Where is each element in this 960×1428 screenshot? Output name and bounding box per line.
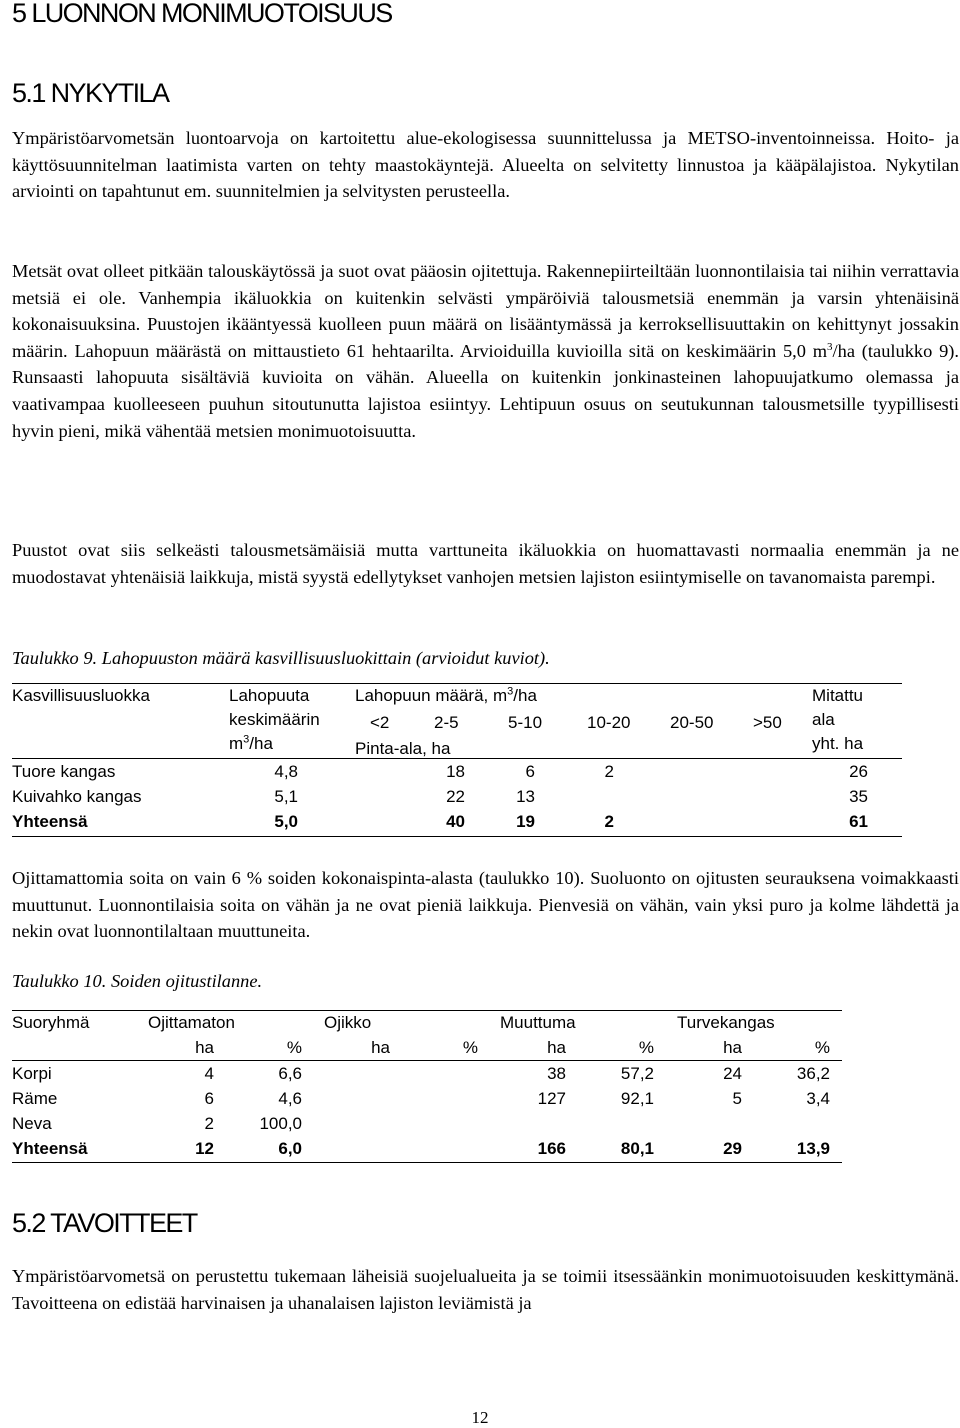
- paragraph-stands: Puustot ovat siis selkeästi talousmetsämäisiä mutta varttuneita ikäluokkia on huomattavasti normaalia enemmän ja ne muodostavat yhtenäisiä laikkuja, mistä syystä edellytykset vanhojen metsien lajiston esiintymiselle on tavanomaista parempi.: [12, 540, 959, 587]
- table10-unit-3: ha: [371, 1038, 390, 1057]
- table10-unit-6: %: [638, 1038, 654, 1057]
- table9-row1-total: 26: [849, 762, 868, 781]
- table9-header-class: Kasvillisuusluokka: [12, 686, 150, 705]
- table9-row3-total: 61: [849, 812, 868, 831]
- table9-header-measured-line2: ala: [812, 710, 835, 729]
- table10-header-ditch: Ojikko: [324, 1013, 372, 1032]
- table9-row2-avg: 5,1: [274, 787, 298, 806]
- table9-header-rule: [12, 758, 902, 759]
- table10-row1-c1: 4: [204, 1064, 214, 1083]
- table10-unit-5: ha: [547, 1038, 566, 1057]
- paragraph-goals: Ympäristöarvometsä on perustettu tukemaan läheisiä suojelualueita ja se toimii itsessäänkin monimuotoisuuden keskittymänä. Tavoitteena on edistää harvinaisen ja uhanalaisen lajiston leviämistä ja: [12, 1266, 959, 1313]
- table9-header-amount: Lahopuun määrä, $m^3/ha$: [355, 685, 537, 705]
- table10-row1-c2: 6,6: [278, 1064, 302, 1083]
- table9-bottom-rule: [12, 836, 902, 837]
- table9-header-measured-line3: yht. ha: [812, 734, 864, 753]
- table9-row1-bin3: 6: [525, 762, 535, 781]
- table10-header-changed: Muuttuma: [500, 1013, 576, 1032]
- table9-row3-name: Yhteensä: [12, 812, 88, 831]
- table9-header-measured-line1: Mitattu: [812, 686, 864, 705]
- table9-header-bin-3: 5-10: [508, 713, 543, 732]
- page-number: 12: [471, 1408, 489, 1427]
- paragraph-mires: Ojittamattomia soita on vain 6 % soiden kokonaispinta-alasta (taulukko 10). Suoluonto on ojitusten seurauksena voimakkaasti muuttunut. Luonnontilaisia soita on vähän ja ne ovat pieniä laikkuja. Pienvesiä on vähän, vain yksi puro ja kolme lähdettä ja nekin ovat luonnontilaltaan muuttuneita.: [12, 868, 959, 942]
- chapter-heading: 5 LUONNON MONIMUOTOISUUS: [12, 0, 392, 28]
- table9-header-avg-line1: Lahopuuta: [229, 686, 310, 705]
- table10-unit-7: ha: [723, 1038, 742, 1057]
- table10-unit-4: %: [462, 1038, 478, 1057]
- table10-top-rule: [12, 1010, 842, 1011]
- table10-row4-c7: 29: [723, 1139, 742, 1158]
- table9-row3-bin3: 19: [516, 812, 535, 831]
- table10-row2-c5: 127: [537, 1089, 566, 1108]
- table10-row2-c8: 3,4: [806, 1089, 830, 1108]
- table10-row2-c7: 5: [732, 1089, 742, 1108]
- table10-unit-1: ha: [195, 1038, 214, 1057]
- table9-row1-name: Tuore kangas: [12, 762, 116, 781]
- table9-row2-total: 35: [849, 787, 868, 806]
- table10-row3-c1: 2: [204, 1114, 214, 1133]
- table10-row4-c8: 13,9: [796, 1139, 830, 1158]
- table10-row2-c6: 92,1: [620, 1089, 654, 1108]
- table9-row1-avg: 4,8: [274, 762, 298, 781]
- table10-header-peatland: Turvekangas: [677, 1013, 775, 1032]
- table10-caption: Taulukko 10. Soiden ojitustilanne.: [12, 971, 263, 991]
- table10-row3-name: Neva: [12, 1114, 52, 1133]
- superscript-3: 3: [827, 340, 833, 353]
- table9-header-bin-5: 20-50: [670, 713, 714, 732]
- table10-row1-c6: 57,2: [620, 1064, 654, 1083]
- table10-row1-c8: 36,2: [796, 1064, 830, 1083]
- table10-header-unditched: Ojittamaton: [148, 1013, 235, 1032]
- table10-row1-name: Korpi: [12, 1064, 52, 1083]
- paragraph-intro: Ympäristöarvometsän luontoarvoja on kartoitettu alue-ekologisessa suunnittelussa ja METSO-inventoinneissa. Hoito- ja käyttösuunnitelman laatimista varten on tehty maastokäyntejä. Alueelta on selvitetty linnustoa ja kääpälajistoa. Nykytilan arviointi on tapahtunut em. suunnitelmien ja selvitysten perusteella.: [12, 128, 959, 202]
- section-heading-nykytila: 5.1 NYKYTILA: [12, 78, 169, 108]
- table9-header-bin-6: >50: [753, 713, 782, 732]
- table10-row3-c2: 100,0: [259, 1114, 302, 1133]
- table9-row2-name: Kuivahko kangas: [12, 787, 142, 806]
- table9-top-rule: [12, 683, 902, 684]
- table9-row3-bin4: 2: [604, 812, 614, 831]
- table9-row2-bin3: 13: [516, 787, 535, 806]
- table9-row2-bin2: 22: [446, 787, 465, 806]
- paragraph-forests-part2: /ha (taulukko 9). Runsaasti lahopuuta sisältäviä kuvioita on vähän. Alueella on kuitenkin jonkinasteinen lahopuujatkumo olemassa ja vaativampaa kuolleeseen puuhun sitoutunutta lajistoa esiintyy. Lehtipuun osuus on seutukunnan talousmetsille tyypillisesti hyvin pieni, mikä vähentää metsien monimuotoisuutta.: [12, 340, 959, 441]
- table10-row4-c5: 166: [537, 1139, 566, 1158]
- paragraph-forests: [12, 258, 959, 444]
- table10-row4-c1: 12: [195, 1139, 214, 1158]
- table10-row4-c6: 80,1: [620, 1139, 654, 1158]
- table10-row2-name: Räme: [12, 1089, 58, 1108]
- table9-header-bin-2: 2-5: [434, 713, 459, 732]
- table9-row1-bin2: 18: [446, 762, 465, 781]
- table10-row4-c2: 6,0: [278, 1139, 302, 1158]
- table9-header-bin-1: <2: [370, 713, 390, 732]
- table9-header-area: Pinta-ala, ha: [355, 739, 451, 758]
- table10-header-group: Suoryhmä: [12, 1013, 90, 1032]
- table10-row2-c2: 4,6: [278, 1089, 302, 1108]
- paragraph-forests-part1: Metsät ovat olleet pitkään talouskäytössä ja suot ovat pääosin ojitettuja. Rakennepiirteiltään luonnontilaisia tai niihin verrattavia metsiä ei ole. Vanhempia ikäluokkia on kuitenkin selvästi ympäröiviä talousmetsiä enemmän ja varsin yhtenäisinä kokonaisuuksina. Puustojen ikääntyessä kuolleen puun määrä on lisääntymässä ja kerroksellisuuttakin on kehittynyt jossakin määrin. Lahopuun määrästä on mittaustieto 61 hehtaarilta. Arvioiduilla kuvioilla sitä on keskimäärin 5,0 m: [12, 261, 959, 361]
- table10-unit-2: %: [286, 1038, 302, 1057]
- table9-header-bin-4: 10-20: [587, 713, 631, 732]
- table10-row1-c7: 24: [723, 1064, 742, 1083]
- table9-caption: Taulukko 9. Lahopuuston määrä kasvillisuusluokittain (arvioidut kuviot).: [12, 648, 550, 668]
- table9-row1-bin4: 2: [604, 762, 614, 781]
- table10-row4-name: Yhteensä: [12, 1139, 88, 1158]
- table10-bottom-rule: [12, 1162, 842, 1163]
- table10-header-rule: [12, 1060, 842, 1061]
- table9-header-avg-line3: $m^3/ha$: [229, 733, 273, 753]
- table9-row3-avg: 5,0: [274, 812, 298, 831]
- table10-row2-c1: 6: [204, 1089, 214, 1108]
- section-heading-tavoitteet: 5.2 TAVOITTEET: [12, 1208, 197, 1238]
- table10-row1-c5: 38: [547, 1064, 566, 1083]
- table10-unit-8: %: [814, 1038, 830, 1057]
- table9-header-avg-line2: keskimäärin: [229, 710, 320, 729]
- table9-row3-bin2: 40: [446, 812, 465, 831]
